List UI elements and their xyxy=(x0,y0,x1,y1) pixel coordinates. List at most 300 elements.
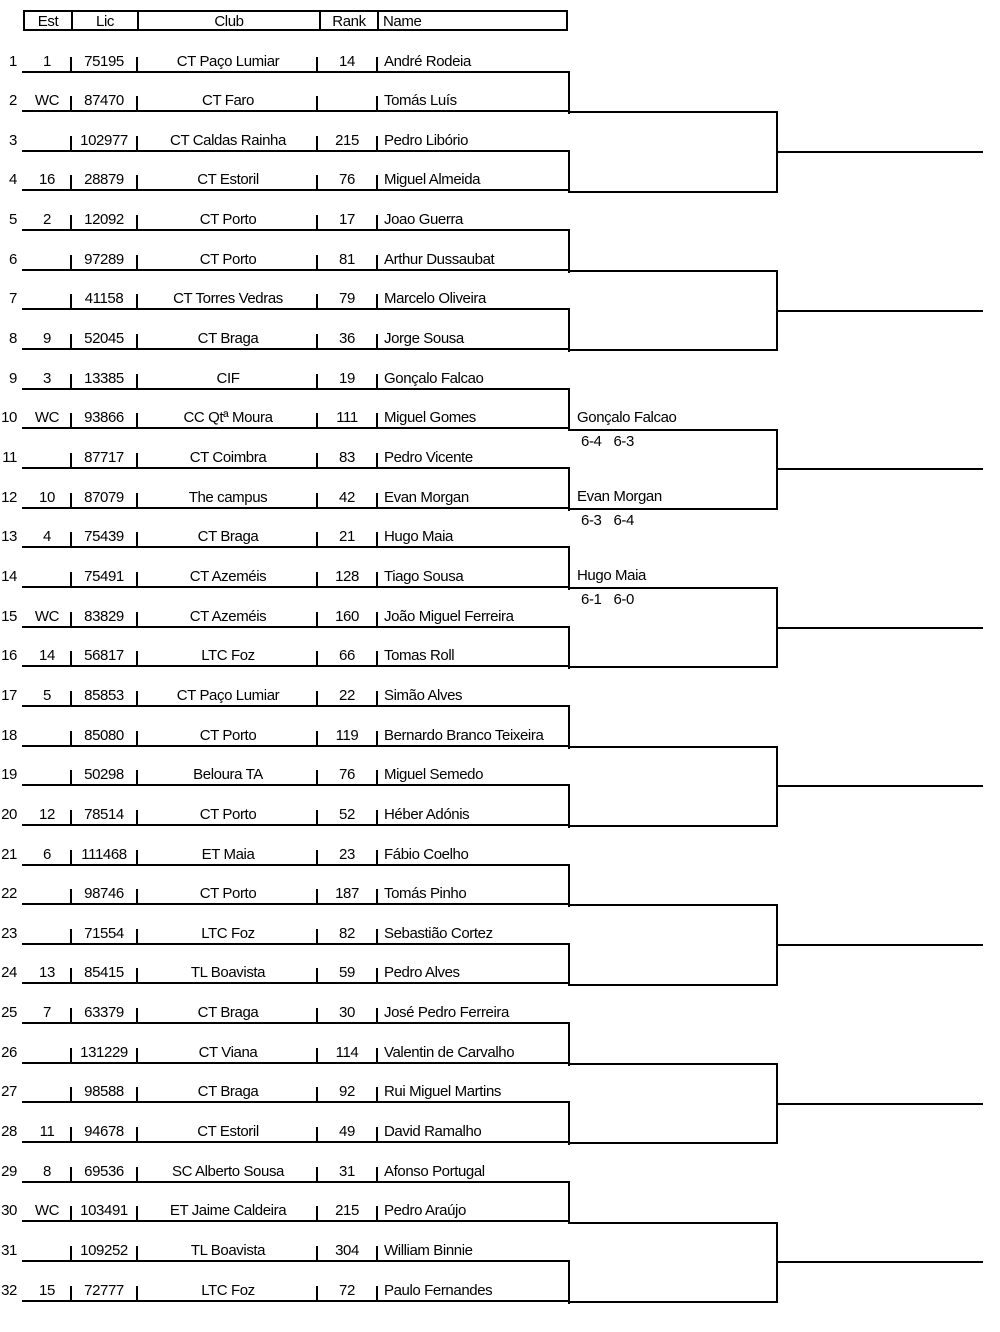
player-name: Joao Guerra xyxy=(384,211,463,229)
seed-cell: 10 xyxy=(39,488,55,506)
row-underline xyxy=(22,150,570,152)
draw-position: 16 xyxy=(1,647,17,665)
rank-cell: 14 xyxy=(339,52,355,70)
seed-cell: 1 xyxy=(43,52,51,70)
row-underline xyxy=(22,1141,570,1143)
table-row xyxy=(0,566,572,588)
table-row xyxy=(0,1081,572,1103)
match-winner: Gonçalo Falcao xyxy=(577,408,677,426)
row-underline xyxy=(22,1062,570,1064)
club-cell: CT Torres Vedras xyxy=(173,290,283,308)
set-score: 6-1 xyxy=(581,591,602,609)
seed-cell xyxy=(24,725,70,747)
license-cell: 85080 xyxy=(84,726,124,744)
club-cell: ET Maia xyxy=(201,845,255,863)
pair-connector xyxy=(568,73,570,115)
draw-position: 27 xyxy=(1,1083,17,1101)
draw-position: 5 xyxy=(9,211,17,229)
player-name: David Ramalho xyxy=(384,1123,482,1141)
table-row xyxy=(0,1161,572,1183)
rank-cell: 114 xyxy=(335,1043,359,1061)
row-underline xyxy=(22,745,570,747)
table-row xyxy=(0,1121,572,1143)
club-cell: CT Braga xyxy=(197,528,259,546)
seed-cell: WC xyxy=(34,92,60,110)
license-cell: 87717 xyxy=(84,449,124,466)
set-score: 6-3 xyxy=(581,511,602,529)
club-cell: CT Caldas Rainha xyxy=(170,131,286,149)
table-row xyxy=(0,249,572,271)
rank-cell: 81 xyxy=(339,250,355,268)
club-cell: CT Braga xyxy=(197,330,259,348)
pair-connector xyxy=(568,707,570,749)
license-cell: 98746 xyxy=(84,885,124,903)
seed-cell xyxy=(24,923,70,945)
round2-line xyxy=(570,191,778,193)
rank-cell: 160 xyxy=(335,607,359,625)
match-score xyxy=(581,512,646,530)
club-cell: CT Porto xyxy=(199,805,257,823)
club-cell: CT Azeméis xyxy=(189,607,267,625)
club-cell: LTC Foz xyxy=(201,647,255,665)
table-row xyxy=(0,685,572,707)
license-cell: 13385 xyxy=(84,369,124,387)
draw-position: 7 xyxy=(9,290,17,308)
round3-line xyxy=(778,1261,983,1263)
round2-line xyxy=(570,1142,778,1144)
draw-position: 13 xyxy=(1,528,17,546)
draw-position: 4 xyxy=(9,171,17,189)
player-name: Sebastião Cortez xyxy=(384,924,493,942)
rank-cell: 79 xyxy=(339,290,355,308)
rank-cell: 215 xyxy=(335,131,359,149)
club-cell: LTC Foz xyxy=(201,924,255,942)
player-name: Pedro Libório xyxy=(384,131,469,149)
set-score: 6-3 xyxy=(613,432,634,450)
club-cell: CT Coimbra xyxy=(189,449,267,466)
table-row xyxy=(0,883,572,905)
seed-cell: 12 xyxy=(39,805,55,823)
pair-connector xyxy=(568,1024,570,1066)
player-name: Miguel Semedo xyxy=(384,766,484,784)
rank-cell: 215 xyxy=(335,1202,359,1220)
license-cell: 75491 xyxy=(84,567,124,585)
pair-connector xyxy=(568,152,570,194)
rank-cell: 82 xyxy=(339,924,355,942)
header-club: Club xyxy=(214,13,244,30)
license-cell: 63379 xyxy=(84,1004,124,1022)
pair-connector xyxy=(568,1262,570,1304)
draw-position: 20 xyxy=(1,805,17,823)
club-cell: TL Boavista xyxy=(190,964,266,982)
pair-connector xyxy=(568,1183,570,1225)
header-lic: Lic xyxy=(96,13,114,30)
rank-cell: 21 xyxy=(339,528,355,546)
license-cell: 83829 xyxy=(84,607,124,625)
pair-connector xyxy=(568,628,570,670)
draw-position: 26 xyxy=(1,1043,17,1061)
row-underline xyxy=(22,665,570,667)
table-row xyxy=(0,526,572,548)
seed-cell: 5 xyxy=(43,686,51,704)
row-underline xyxy=(22,71,570,73)
round2-line xyxy=(570,666,778,668)
draw-position: 18 xyxy=(1,726,17,744)
club-cell: CT Faro xyxy=(202,92,254,110)
player-name: Marcelo Oliveira xyxy=(384,290,486,308)
license-cell: 78514 xyxy=(84,805,124,823)
license-cell: 87470 xyxy=(84,92,124,110)
player-name: Tomás Luís xyxy=(384,92,457,110)
draw-position: 24 xyxy=(1,964,17,982)
set-score: 6-4 xyxy=(613,511,634,529)
table-row xyxy=(0,1002,572,1024)
seed-cell: 15 xyxy=(39,1281,55,1299)
draw-position: 19 xyxy=(1,766,17,784)
row-underline xyxy=(22,1260,570,1262)
seed-cell xyxy=(24,1042,70,1064)
row-underline xyxy=(22,864,570,866)
club-cell: TL Boavista xyxy=(190,1242,266,1259)
table-row xyxy=(0,407,572,429)
pair-connector xyxy=(568,786,570,828)
player-name: Simão Alves xyxy=(384,686,463,704)
license-cell: 102977 xyxy=(80,131,128,149)
table-row xyxy=(0,606,572,628)
license-cell: 75439 xyxy=(84,528,124,546)
rank-cell: 83 xyxy=(339,449,355,466)
table-header xyxy=(23,10,568,31)
player-name: Fábio Coelho xyxy=(384,845,469,863)
table-row xyxy=(0,725,572,747)
rank-cell: 30 xyxy=(339,1004,355,1022)
license-cell: 41158 xyxy=(84,290,124,308)
player-name: Miguel Almeida xyxy=(384,171,481,189)
player-name: João Miguel Ferreira xyxy=(384,607,514,625)
draw-position: 25 xyxy=(1,1004,17,1022)
player-name: Gonçalo Falcao xyxy=(384,369,484,387)
club-cell: ET Jaime Caldeira xyxy=(169,1202,287,1220)
rank-cell: 52 xyxy=(339,805,355,823)
header-name: Name xyxy=(383,13,422,30)
rank-cell: 128 xyxy=(335,567,359,585)
rank-cell: 19 xyxy=(339,369,355,387)
rank-cell: 92 xyxy=(339,1083,355,1101)
player-name: Pedro Alves xyxy=(384,964,460,982)
seed-cell xyxy=(24,288,70,310)
player-name: William Binnie xyxy=(384,1242,473,1259)
player-name: Héber Adónis xyxy=(384,805,470,823)
table-row xyxy=(0,51,572,73)
round2-line xyxy=(570,349,778,351)
pair-connector xyxy=(568,469,570,511)
pair-connector xyxy=(568,548,570,590)
rank-cell: 22 xyxy=(339,686,355,704)
player-name: Rui Miguel Martins xyxy=(384,1083,502,1101)
round3-line xyxy=(778,1103,983,1105)
pair-connector xyxy=(568,1103,570,1145)
license-cell: 85853 xyxy=(84,686,124,704)
pair-connector xyxy=(568,945,570,987)
row-underline xyxy=(22,546,570,548)
table-row xyxy=(0,923,572,945)
row-underline xyxy=(22,586,570,588)
club-cell: Beloura TA xyxy=(193,766,263,784)
club-cell: CT Viana xyxy=(198,1043,258,1061)
row-underline xyxy=(22,705,570,707)
seed-cell: 11 xyxy=(39,1123,55,1141)
match-score xyxy=(581,591,646,609)
seed-cell: 7 xyxy=(43,1004,51,1022)
seed-cell xyxy=(24,764,70,786)
round2-line xyxy=(570,825,778,827)
header-divider xyxy=(377,12,379,29)
row-underline xyxy=(22,269,570,271)
seed-cell xyxy=(24,130,70,152)
player-name: Afonso Portugal xyxy=(384,1162,485,1180)
club-cell: CT Braga xyxy=(197,1004,259,1022)
round2-line xyxy=(570,1222,778,1224)
draw-position: 15 xyxy=(1,607,17,625)
license-cell: 28879 xyxy=(84,171,124,189)
round3-line xyxy=(778,627,983,629)
club-cell: CT Paço Lumiar xyxy=(176,52,280,70)
round2-line xyxy=(570,429,778,431)
table-row xyxy=(0,844,572,866)
pair-connector xyxy=(568,231,570,273)
row-underline xyxy=(22,308,570,310)
rank-cell: 59 xyxy=(339,964,355,982)
draw-position: 14 xyxy=(1,567,17,585)
row-underline xyxy=(22,1220,570,1222)
row-underline xyxy=(22,1300,570,1302)
draw-position: 10 xyxy=(1,409,17,427)
draw-position: 23 xyxy=(1,924,17,942)
rank-cell: 66 xyxy=(339,647,355,665)
license-cell: 85415 xyxy=(84,964,124,982)
player-name: Pedro Vicente xyxy=(384,449,473,466)
row-underline xyxy=(22,1101,570,1103)
player-name: Bernardo Branco Teixeira xyxy=(384,726,544,744)
table-row xyxy=(0,169,572,191)
table-row xyxy=(0,130,572,152)
round2-line xyxy=(570,587,778,589)
rank-cell: 304 xyxy=(335,1242,359,1259)
player-name: Hugo Maia xyxy=(384,528,453,546)
round2-line xyxy=(570,1301,778,1303)
table-row xyxy=(0,209,572,231)
round2-line xyxy=(570,111,778,113)
seed-cell: 8 xyxy=(43,1162,51,1180)
row-underline xyxy=(22,903,570,905)
draw-position: 17 xyxy=(1,686,17,704)
license-cell: 12092 xyxy=(84,211,124,229)
round2-line xyxy=(570,746,778,748)
draw-position: 29 xyxy=(1,1162,17,1180)
match-score xyxy=(581,433,646,451)
seed-cell: 14 xyxy=(39,647,55,665)
draw-position: 1 xyxy=(9,52,17,70)
round2-line xyxy=(570,1063,778,1065)
club-cell: LTC Foz xyxy=(201,1281,255,1299)
player-name: Paulo Fernandes xyxy=(384,1281,493,1299)
row-underline xyxy=(22,1022,570,1024)
club-cell: The campus xyxy=(188,488,268,506)
round3-line xyxy=(778,468,983,470)
draw-position: 30 xyxy=(1,1202,17,1220)
rank-cell: 36 xyxy=(339,330,355,348)
row-underline xyxy=(22,1181,570,1183)
license-cell: 71554 xyxy=(84,924,124,942)
table-row xyxy=(0,1200,572,1222)
player-name: José Pedro Ferreira xyxy=(384,1004,509,1022)
table-row xyxy=(0,288,572,310)
seed-cell xyxy=(24,566,70,588)
draw-position: 31 xyxy=(1,1242,17,1259)
rank-cell: 76 xyxy=(339,171,355,189)
player-name: Pedro Araújo xyxy=(384,1202,466,1220)
row-underline xyxy=(22,943,570,945)
rank-cell: 31 xyxy=(339,1162,355,1180)
row-underline xyxy=(22,189,570,191)
header-est: Est xyxy=(37,13,59,30)
match-winner: Evan Morgan xyxy=(577,487,662,505)
round3-line xyxy=(778,310,983,312)
player-name: Tiago Sousa xyxy=(384,567,464,585)
round2-line xyxy=(570,508,778,510)
round3-line xyxy=(778,151,983,153)
license-cell: 111468 xyxy=(81,845,127,863)
license-cell: 131229 xyxy=(80,1043,128,1061)
license-cell: 69536 xyxy=(84,1162,124,1180)
row-underline xyxy=(22,467,570,469)
draw-position: 22 xyxy=(1,885,17,903)
license-cell: 56817 xyxy=(84,647,124,665)
table-row xyxy=(0,962,572,984)
rank-cell xyxy=(318,90,376,112)
seed-cell: 4 xyxy=(43,528,51,546)
license-cell: 94678 xyxy=(84,1123,124,1141)
row-underline xyxy=(22,824,570,826)
draw-position: 32 xyxy=(1,1281,17,1299)
player-name: Tomás Pinho xyxy=(384,885,467,903)
seed-cell: 6 xyxy=(43,845,51,863)
rank-cell: 49 xyxy=(339,1123,355,1141)
club-cell: SC Alberto Sousa xyxy=(171,1162,284,1180)
player-name: Jorge Sousa xyxy=(384,330,464,348)
license-cell: 109252 xyxy=(80,1242,128,1259)
seed-cell xyxy=(24,249,70,271)
seed-cell: 3 xyxy=(43,369,51,387)
club-cell: CT Porto xyxy=(199,885,257,903)
draw-position: 6 xyxy=(9,250,17,268)
pair-connector xyxy=(568,866,570,908)
rank-cell: 17 xyxy=(339,211,355,229)
table-row xyxy=(0,1280,572,1302)
draw-position: 9 xyxy=(9,369,17,387)
license-cell: 97289 xyxy=(84,250,124,268)
set-score: 6-0 xyxy=(613,591,634,609)
seed-cell: WC xyxy=(34,1202,60,1220)
rank-cell: 119 xyxy=(335,726,359,744)
license-cell: 52045 xyxy=(84,330,124,348)
match-winner: Hugo Maia xyxy=(577,567,646,585)
rank-cell: 42 xyxy=(339,488,355,506)
seed-cell xyxy=(24,447,70,469)
club-cell: CT Estoril xyxy=(197,1123,259,1141)
round2-line xyxy=(570,904,778,906)
club-cell: CT Porto xyxy=(199,250,257,268)
row-underline xyxy=(22,626,570,628)
draw-position: 28 xyxy=(1,1123,17,1141)
seed-cell xyxy=(24,1240,70,1262)
row-underline xyxy=(22,427,570,429)
license-cell: 98588 xyxy=(84,1083,124,1101)
table-row xyxy=(0,447,572,469)
seed-cell: WC xyxy=(34,409,60,427)
license-cell: 75195 xyxy=(84,52,124,70)
seed-cell: 9 xyxy=(43,330,51,348)
table-row xyxy=(0,368,572,390)
license-cell: 87079 xyxy=(84,488,124,506)
club-cell: CT Azeméis xyxy=(189,567,267,585)
club-cell: CT Braga xyxy=(197,1083,259,1101)
row-underline xyxy=(22,110,570,112)
player-name: Evan Morgan xyxy=(384,488,469,506)
license-cell: 93866 xyxy=(84,409,124,427)
seed-cell xyxy=(24,883,70,905)
round3-line xyxy=(778,944,983,946)
table-row xyxy=(0,90,572,112)
table-row xyxy=(0,487,572,509)
player-name: Valentin de Carvalho xyxy=(384,1043,515,1061)
round3-line xyxy=(778,785,983,787)
rank-cell: 76 xyxy=(339,766,355,784)
draw-position: 21 xyxy=(1,845,17,863)
license-cell: 50298 xyxy=(84,766,124,784)
seed-cell: 13 xyxy=(39,964,55,982)
player-name: Miguel Gomes xyxy=(384,409,476,427)
rank-cell: 111 xyxy=(336,409,358,427)
club-cell: CT Porto xyxy=(199,726,257,744)
row-underline xyxy=(22,388,570,390)
table-row xyxy=(0,645,572,667)
seed-cell xyxy=(24,1081,70,1103)
table-row xyxy=(0,1240,572,1262)
club-cell: CT Porto xyxy=(199,211,257,229)
player-name: Tomas Roll xyxy=(384,647,455,665)
club-cell: CC Qtª Moura xyxy=(183,409,273,427)
row-underline xyxy=(22,507,570,509)
seed-cell: WC xyxy=(34,607,60,625)
header-rank: Rank xyxy=(332,13,366,30)
draw-position: 2 xyxy=(9,92,17,110)
draw-position: 12 xyxy=(1,488,17,506)
round2-line xyxy=(570,984,778,986)
rank-cell: 187 xyxy=(335,885,359,903)
row-underline xyxy=(22,784,570,786)
table-row xyxy=(0,764,572,786)
pair-connector xyxy=(568,310,570,352)
set-score: 6-4 xyxy=(581,432,602,450)
club-cell: CT Estoril xyxy=(197,171,259,189)
row-underline xyxy=(22,982,570,984)
pair-connector xyxy=(568,390,570,432)
draw-position: 8 xyxy=(9,330,17,348)
club-cell: CT Paço Lumiar xyxy=(176,686,280,704)
license-cell: 72777 xyxy=(84,1281,124,1299)
round2-line xyxy=(570,270,778,272)
